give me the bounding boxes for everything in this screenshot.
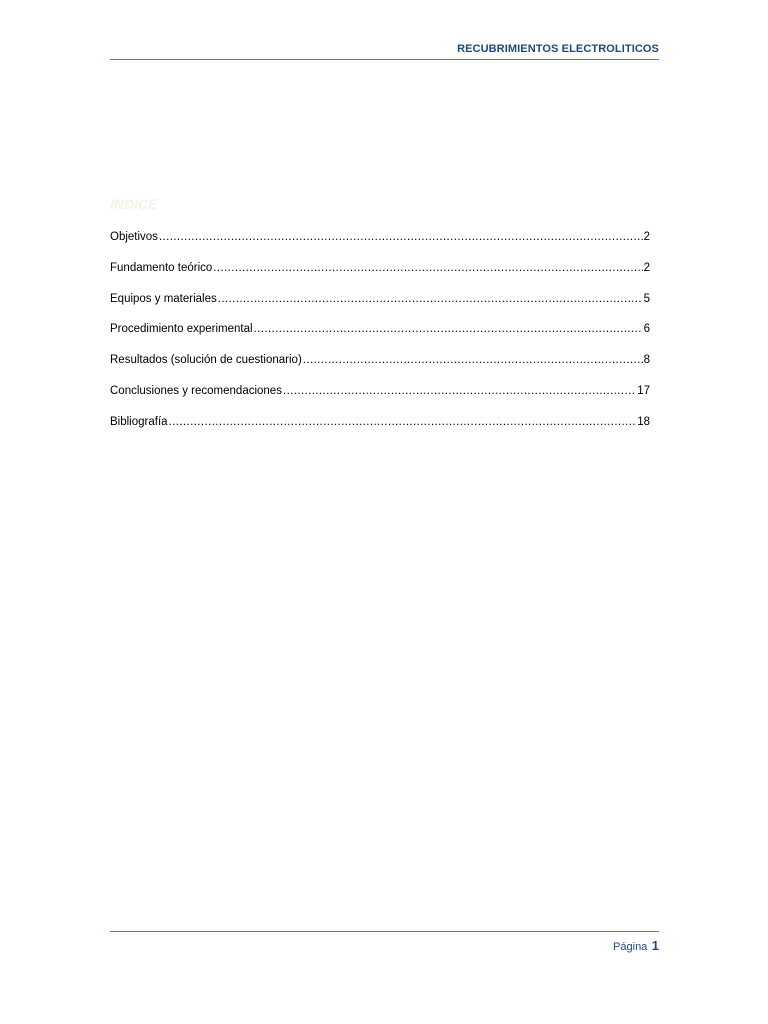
toc-entry <box>110 354 650 385</box>
toc-dot-leader <box>303 354 643 366</box>
toc-entry-label: Conclusiones y recomendaciones <box>110 384 282 397</box>
page-header <box>110 43 659 60</box>
toc-entry-label: Bibliografía <box>110 415 168 428</box>
toc-entry-label: Fundamento teórico <box>110 261 213 274</box>
toc-dot-leader <box>218 293 643 305</box>
toc-entry-page: 6 <box>643 323 650 336</box>
page-footer <box>110 931 659 953</box>
toc-dot-leader <box>159 231 643 243</box>
page-number: 1 <box>651 938 659 953</box>
toc-entry-label: Procedimiento experimental <box>110 323 253 336</box>
page-word: Página <box>613 941 648 953</box>
toc-entry <box>110 323 650 354</box>
toc-entry-page: 8 <box>643 354 650 367</box>
toc-entry <box>110 293 650 324</box>
toc-entry <box>110 231 650 262</box>
toc-entry <box>110 262 650 293</box>
toc-entry-page: 2 <box>643 231 650 243</box>
index-heading: INDICE <box>110 196 158 212</box>
table-of-contents <box>110 231 650 447</box>
toc-entry-page: 5 <box>643 292 650 305</box>
toc-dot-leader <box>283 385 636 397</box>
toc-entry-label: Resultados (solución de cuestionario) <box>110 354 302 367</box>
toc-entry-page: 2 <box>643 261 650 274</box>
toc-entry-page: 18 <box>637 415 650 428</box>
toc-entry-label: Equipos y materiales <box>110 292 217 305</box>
toc-dot-leader <box>169 416 637 428</box>
toc-entry <box>110 385 650 416</box>
toc-dot-leader <box>213 262 642 274</box>
toc-entry <box>110 416 650 447</box>
page-number-label <box>613 937 659 955</box>
toc-dot-leader <box>254 323 643 335</box>
toc-entry-label: Objetivos <box>110 231 158 243</box>
header-title: RECUBRIMIENTOS ELECTROLITICOS <box>457 43 659 55</box>
toc-entry-page: 17 <box>637 384 650 397</box>
